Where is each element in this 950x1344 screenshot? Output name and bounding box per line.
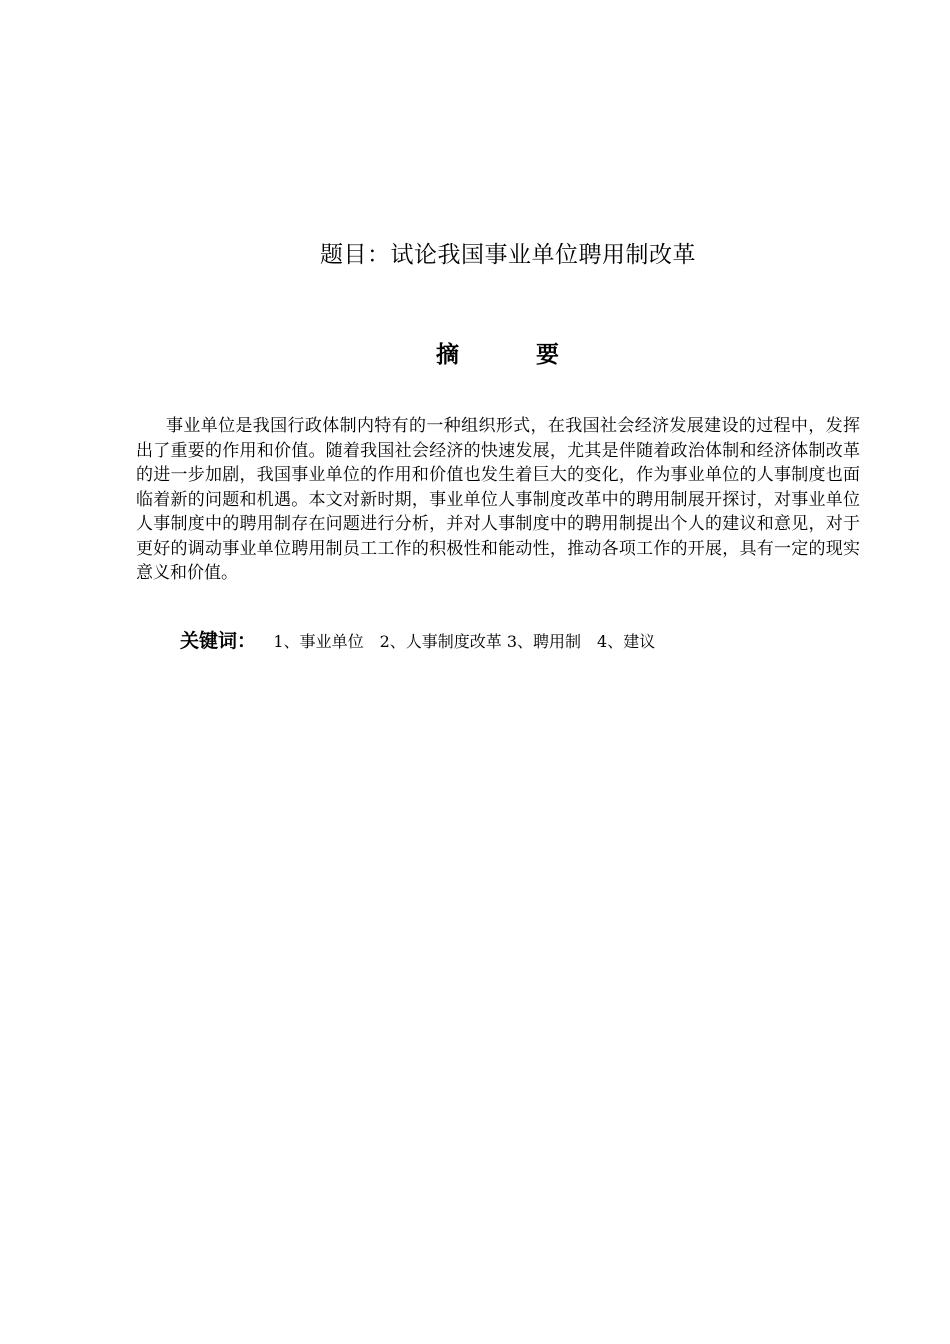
- abstract-body: 事业单位是我国行政体制内特有的一种组织形式，在我国社会经济发展建设的过程中，发挥出了重要的作用和价值。随着我国社会经济的快速发展，尤其是伴随着政治体制和经济体制改革的进一步加剧，我国事业单位的作用和价值也发生着巨大的变化，作为事业单位的人事制度也面临着新的问题和机遇。本文对新时期，事业单位人事制度改革中的聘用制展开探讨，对事业单位人事制度中的聘用制存在问题进行分析，并对人事制度中的聘用制提出个人的建议和意见，对于更好的调动事业单位聘用制员工工作的积极性和能动性，推动各项工作的开展，具有一定的现实意义和价值。: [136, 416, 860, 583]
- keywords-list: 1、事业单位 2、人事制度改革 3、聘用制 4、建议: [273, 632, 656, 651]
- abstract-heading-char-2: 要: [536, 342, 559, 368]
- keywords-label: 关键词：: [180, 630, 257, 652]
- document-title: 题目：试论我国事业单位聘用制改革: [320, 242, 696, 268]
- keywords-line: [180, 626, 655, 657]
- abstract-heading-char-1: 摘: [436, 342, 459, 368]
